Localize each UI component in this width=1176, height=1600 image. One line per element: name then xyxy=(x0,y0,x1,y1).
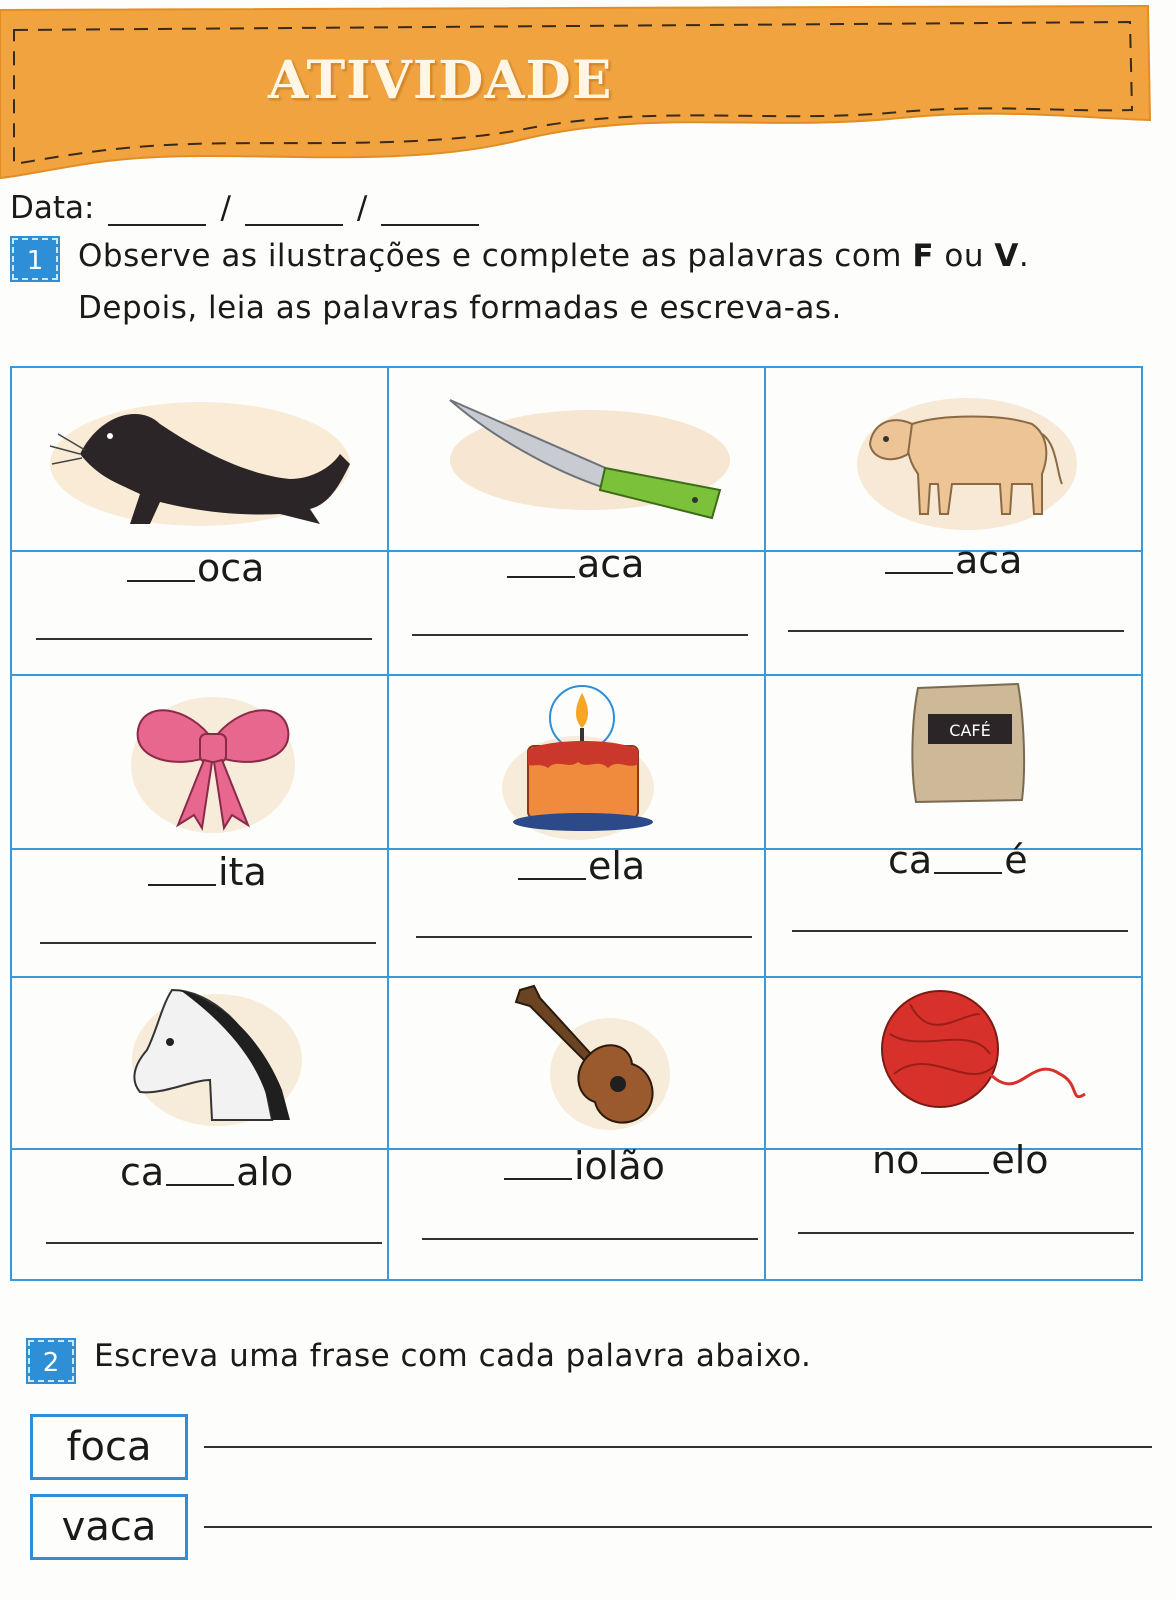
letter-blank[interactable] xyxy=(166,1154,234,1186)
date-row xyxy=(10,190,493,226)
seal-picture xyxy=(40,384,360,534)
word-box-vaca: vaca xyxy=(30,1494,188,1560)
date-separator: / xyxy=(220,190,231,226)
bow-picture xyxy=(128,690,298,840)
cell-word-3: aca xyxy=(883,538,1022,582)
word-grid xyxy=(10,366,1143,1281)
writing-line[interactable] xyxy=(788,630,1124,632)
letter-blank[interactable] xyxy=(518,848,586,880)
word-box-foca: foca xyxy=(30,1414,188,1480)
cell-word-7: ca alo xyxy=(120,1150,294,1194)
sack-label: CAFÉ xyxy=(949,721,991,740)
letter-blank[interactable] xyxy=(507,546,575,578)
guitar-picture xyxy=(510,984,670,1134)
date-year-blank[interactable] xyxy=(381,198,479,226)
sentence-line-vaca[interactable] xyxy=(204,1526,1152,1528)
cell-word-9: no elo xyxy=(872,1138,1049,1182)
knife-picture xyxy=(440,390,730,520)
writing-line[interactable] xyxy=(36,638,372,640)
letter-blank[interactable] xyxy=(504,1148,572,1180)
letter-blank[interactable] xyxy=(148,854,216,886)
writing-line[interactable] xyxy=(416,936,752,938)
writing-line[interactable] xyxy=(792,930,1128,932)
cell-word-6: ca é xyxy=(888,838,1028,882)
cell-word-4: ita xyxy=(146,850,267,894)
question-1-instruction-line2: Depois, leia as palavras formadas e escreva-as. xyxy=(78,290,842,326)
yarn-ball-picture xyxy=(870,984,1090,1124)
date-label: Data: xyxy=(10,190,95,226)
question-2-instruction: Escreva uma frase com cada palavra abaixo. xyxy=(94,1338,812,1374)
date-day-blank[interactable] xyxy=(108,198,206,226)
letter-blank[interactable] xyxy=(934,842,1002,874)
writing-line[interactable] xyxy=(40,942,376,944)
writing-line[interactable] xyxy=(46,1242,382,1244)
writing-line[interactable] xyxy=(412,634,748,636)
question-2-number: 2 xyxy=(28,1340,74,1382)
question-1-number: 1 xyxy=(12,238,58,280)
writing-line[interactable] xyxy=(798,1232,1134,1234)
cell-word-1: oca xyxy=(125,546,264,590)
date-month-blank[interactable] xyxy=(245,198,343,226)
date-separator: / xyxy=(356,190,368,226)
writing-line[interactable] xyxy=(422,1238,758,1240)
letter-blank[interactable] xyxy=(885,542,953,574)
sentence-line-foca[interactable] xyxy=(204,1446,1152,1448)
question-1-instruction-line1: Observe as ilustrações e complete as palavras com F ou V. xyxy=(78,238,1030,274)
cow-picture xyxy=(852,384,1082,534)
letter-blank[interactable] xyxy=(127,550,195,582)
cell-word-5: ela xyxy=(516,844,645,888)
letter-blank[interactable] xyxy=(921,1142,989,1174)
coffee-sack-picture xyxy=(898,678,1038,808)
horse-picture xyxy=(122,980,302,1130)
cell-word-8: iolão xyxy=(502,1144,665,1188)
candle-cake-picture xyxy=(498,678,658,843)
cell-word-2: aca xyxy=(505,542,644,586)
banner-title: ATIVIDADE xyxy=(268,50,613,111)
